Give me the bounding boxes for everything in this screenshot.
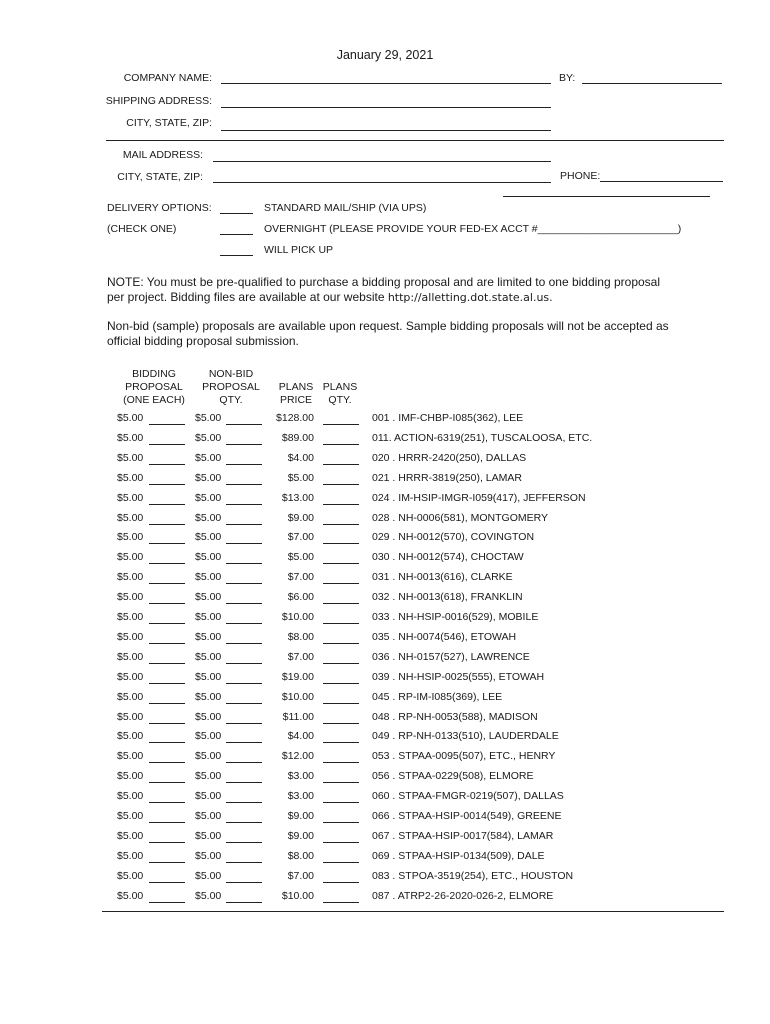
phone-divider bbox=[503, 196, 710, 197]
nonbid-note-line-1: Non-bid (sample) proposals are available upon request. Sample bidding proposals will not be accepted as bbox=[107, 319, 669, 333]
table-row bbox=[0, 551, 770, 567]
bidding-price: $5.00 bbox=[117, 671, 144, 683]
nonbid-qty-field[interactable] bbox=[226, 703, 262, 704]
bidding-qty-field[interactable] bbox=[149, 822, 185, 823]
project-name: 030 . NH-0012(574), CHOCTAW bbox=[372, 551, 524, 563]
bidding-qty-field[interactable] bbox=[149, 484, 185, 485]
project-name: 039 . NH-HSIP-0025(555), ETOWAH bbox=[372, 671, 545, 683]
nonbid-price: $5.00 bbox=[195, 870, 222, 882]
plans-price: $8.00 bbox=[287, 850, 314, 862]
project-name: 011. ACTION-6319(251), TUSCALOOSA, ETC. bbox=[372, 432, 593, 444]
project-name: 021 . HRRR-3819(250), LAMAR bbox=[372, 472, 522, 484]
nonbid-price: $5.00 bbox=[195, 611, 222, 623]
nonbid-qty-field[interactable] bbox=[226, 862, 262, 863]
plans-qty-field[interactable] bbox=[323, 882, 359, 883]
bidding-price: $5.00 bbox=[117, 830, 144, 842]
plans-price: $13.00 bbox=[281, 492, 314, 504]
bidding-qty-field[interactable] bbox=[149, 424, 185, 425]
bidding-header-line: BIDDING bbox=[132, 368, 176, 380]
plans-qty-header bbox=[318, 381, 362, 407]
table-row bbox=[0, 770, 770, 786]
bidding-price: $5.00 bbox=[117, 651, 144, 663]
nonbid-header-line: NON-BID bbox=[208, 368, 254, 380]
plans-price: $12.00 bbox=[281, 750, 314, 762]
table-row bbox=[0, 412, 770, 428]
city-state-zip-field[interactable] bbox=[221, 130, 551, 131]
project-name: 032 . NH-0013(618), FRANKLIN bbox=[372, 591, 523, 603]
nonbid-qty-field[interactable] bbox=[226, 563, 262, 564]
bidding-qty-field[interactable] bbox=[149, 543, 185, 544]
bidding-proposal-header bbox=[114, 368, 194, 407]
nonbid-qty-field[interactable] bbox=[226, 762, 262, 763]
bidding-qty-field[interactable] bbox=[149, 742, 185, 743]
plans-price: $8.00 bbox=[287, 631, 314, 643]
table-row bbox=[0, 870, 770, 886]
city-state-zip-label: CITY, STATE, ZIP: bbox=[126, 117, 212, 129]
plans-price: $128.00 bbox=[276, 412, 314, 424]
plans-qty-field[interactable] bbox=[323, 484, 359, 485]
phone-label: PHONE: bbox=[560, 170, 601, 182]
nonbid-price: $5.00 bbox=[195, 472, 222, 484]
nonbid-qty-field[interactable] bbox=[226, 822, 262, 823]
bidding-price: $5.00 bbox=[117, 412, 144, 424]
plans-price: $5.00 bbox=[287, 472, 314, 484]
nonbid-price: $5.00 bbox=[195, 770, 222, 782]
bidding-qty-field[interactable] bbox=[149, 583, 185, 584]
plans-qty-field[interactable] bbox=[323, 822, 359, 823]
plans-price: $10.00 bbox=[281, 890, 314, 902]
project-name: 036 . NH-0157(527), LAWRENCE bbox=[372, 651, 530, 663]
nonbid-price: $5.00 bbox=[195, 810, 222, 822]
delivery-options-label: DELIVERY OPTIONS: bbox=[107, 202, 212, 214]
nonbid-price: $5.00 bbox=[195, 651, 222, 663]
plans-price: $7.00 bbox=[287, 651, 314, 663]
plans-qty-field[interactable] bbox=[323, 524, 359, 525]
nonbid-qty-field[interactable] bbox=[226, 742, 262, 743]
bidding-qty-field[interactable] bbox=[149, 862, 185, 863]
nonbid-qty-field[interactable] bbox=[226, 782, 262, 783]
plans-qty-field[interactable] bbox=[323, 563, 359, 564]
nonbid-price: $5.00 bbox=[195, 671, 222, 683]
document-date: January 29, 2021 bbox=[336, 48, 434, 62]
table-row bbox=[0, 711, 770, 727]
bidding-price: $5.00 bbox=[117, 591, 144, 603]
mail-city-state-zip-field[interactable] bbox=[213, 182, 551, 183]
plans-price-header-line: PRICE bbox=[279, 394, 313, 406]
project-name: 087 . ATRP2-26-2020-026-2, ELMORE bbox=[372, 890, 554, 902]
plans-qty-field[interactable] bbox=[323, 862, 359, 863]
plans-qty-header-line: QTY. bbox=[328, 394, 352, 406]
plans-price: $9.00 bbox=[287, 512, 314, 524]
overnight-checkbox[interactable] bbox=[220, 234, 253, 235]
table-row bbox=[0, 890, 770, 906]
plans-qty-header-line: PLANS bbox=[322, 381, 358, 393]
bidding-header-line: (ONE EACH) bbox=[123, 394, 185, 406]
bottom-rule bbox=[102, 911, 724, 912]
plans-qty-field[interactable] bbox=[323, 782, 359, 783]
bidding-price: $5.00 bbox=[117, 810, 144, 822]
table-row bbox=[0, 611, 770, 627]
plans-qty-field[interactable] bbox=[323, 663, 359, 664]
plans-qty-field[interactable] bbox=[323, 742, 359, 743]
bidding-qty-field[interactable] bbox=[149, 683, 185, 684]
plans-qty-field[interactable] bbox=[323, 623, 359, 624]
nonbid-qty-field[interactable] bbox=[226, 464, 262, 465]
table-row bbox=[0, 432, 770, 448]
bidding-qty-field[interactable] bbox=[149, 603, 185, 604]
nonbid-note-line-2: official bidding proposal submission. bbox=[107, 334, 299, 348]
project-name: 083 . STPOA-3519(254), ETC., HOUSTON bbox=[372, 870, 574, 882]
nonbid-price: $5.00 bbox=[195, 790, 222, 802]
table-row bbox=[0, 750, 770, 766]
nonbid-price: $5.00 bbox=[195, 691, 222, 703]
nonbid-price: $5.00 bbox=[195, 531, 222, 543]
note-line-1: NOTE: You must be pre-qualified to purchase a bidding proposal and are limited to one bidding proposal bbox=[107, 275, 661, 289]
project-name: 001 . IMF-CHBP-I085(362), LEE bbox=[372, 412, 524, 424]
nonbid-qty-field[interactable] bbox=[226, 663, 262, 664]
will-pick-up-option: WILL PICK UP bbox=[264, 244, 334, 256]
plans-price: $10.00 bbox=[281, 611, 314, 623]
nonbid-qty-field[interactable] bbox=[226, 484, 262, 485]
plans-price: $9.00 bbox=[287, 810, 314, 822]
plans-qty-field[interactable] bbox=[323, 902, 359, 903]
bidding-qty-field[interactable] bbox=[149, 703, 185, 704]
bidding-qty-field[interactable] bbox=[149, 643, 185, 644]
plans-price: $3.00 bbox=[287, 770, 314, 782]
mail-address-field[interactable] bbox=[213, 161, 551, 162]
table-row bbox=[0, 631, 770, 647]
note-line-2-text: per project. Bidding files are available at our website bbox=[107, 290, 388, 304]
bidding-price: $5.00 bbox=[117, 571, 144, 583]
nonbid-proposal-header bbox=[194, 368, 268, 407]
by-label: BY: bbox=[559, 72, 576, 84]
table-row bbox=[0, 531, 770, 547]
nonbid-price: $5.00 bbox=[195, 452, 222, 464]
plans-qty-field[interactable] bbox=[323, 504, 359, 505]
plans-qty-field[interactable] bbox=[323, 762, 359, 763]
nonbid-price: $5.00 bbox=[195, 492, 222, 504]
project-name: 028 . NH-0006(581), MONTGOMERY bbox=[372, 512, 549, 524]
plans-price: $7.00 bbox=[287, 870, 314, 882]
will-pick-up-checkbox[interactable] bbox=[220, 255, 253, 256]
nonbid-qty-field[interactable] bbox=[226, 583, 262, 584]
table-row bbox=[0, 571, 770, 587]
bidding-header-line: PROPOSAL bbox=[125, 381, 183, 393]
project-name: 033 . NH-HSIP-0016(529), MOBILE bbox=[372, 611, 539, 623]
plans-price: $19.00 bbox=[281, 671, 314, 683]
bidding-price: $5.00 bbox=[117, 432, 144, 444]
bidding-qty-field[interactable] bbox=[149, 762, 185, 763]
plans-qty-field[interactable] bbox=[323, 842, 359, 843]
nonbid-price: $5.00 bbox=[195, 730, 222, 742]
nonbid-qty-field[interactable] bbox=[226, 902, 262, 903]
plans-qty-field[interactable] bbox=[323, 424, 359, 425]
nonbid-price: $5.00 bbox=[195, 591, 222, 603]
bidding-price: $5.00 bbox=[117, 770, 144, 782]
bidding-price: $5.00 bbox=[117, 790, 144, 802]
bidding-price: $5.00 bbox=[117, 452, 144, 464]
bidding-qty-field[interactable] bbox=[149, 524, 185, 525]
plans-price: $3.00 bbox=[287, 790, 314, 802]
section-divider bbox=[106, 140, 724, 141]
table-row bbox=[0, 691, 770, 707]
plans-qty-field[interactable] bbox=[323, 802, 359, 803]
bidding-price: $5.00 bbox=[117, 631, 144, 643]
plans-price: $5.00 bbox=[287, 551, 314, 563]
project-name: 031 . NH-0013(616), CLARKE bbox=[372, 571, 513, 583]
project-name: 048 . RP-NH-0053(588), MADISON bbox=[372, 711, 538, 723]
nonbid-qty-field[interactable] bbox=[226, 842, 262, 843]
nonbid-price: $5.00 bbox=[195, 830, 222, 842]
bidding-qty-field[interactable] bbox=[149, 464, 185, 465]
project-name: 067 . STPAA-HSIP-0017(584), LAMAR bbox=[372, 830, 554, 842]
nonbid-price: $5.00 bbox=[195, 432, 222, 444]
nonbid-price: $5.00 bbox=[195, 750, 222, 762]
plans-price: $4.00 bbox=[287, 730, 314, 742]
plans-qty-field[interactable] bbox=[323, 723, 359, 724]
project-name: 029 . NH-0012(570), COVINGTON bbox=[372, 531, 535, 543]
nonbid-qty-field[interactable] bbox=[226, 424, 262, 425]
bidding-qty-field[interactable] bbox=[149, 902, 185, 903]
plans-qty-field[interactable] bbox=[323, 643, 359, 644]
plans-price: $7.00 bbox=[287, 571, 314, 583]
plans-price: $4.00 bbox=[287, 452, 314, 464]
nonbid-price: $5.00 bbox=[195, 551, 222, 563]
table-row bbox=[0, 492, 770, 508]
bidding-price: $5.00 bbox=[117, 890, 144, 902]
bidding-qty-field[interactable] bbox=[149, 802, 185, 803]
project-name: 049 . RP-NH-0133(510), LAUDERDALE bbox=[372, 730, 559, 742]
mail-city-state-zip-label: CITY, STATE, ZIP: bbox=[117, 171, 203, 183]
plans-price: $11.00 bbox=[282, 711, 314, 723]
bidding-price: $5.00 bbox=[117, 472, 144, 484]
note-line-2 bbox=[107, 290, 553, 305]
table-row bbox=[0, 472, 770, 488]
plans-price: $89.00 bbox=[281, 432, 314, 444]
nonbid-price: $5.00 bbox=[195, 890, 222, 902]
nonbid-qty-field[interactable] bbox=[226, 882, 262, 883]
plans-qty-field[interactable] bbox=[323, 603, 359, 604]
plans-qty-field[interactable] bbox=[323, 543, 359, 544]
project-name: 066 . STPAA-HSIP-0014(549), GREENE bbox=[372, 810, 562, 822]
table-row bbox=[0, 671, 770, 687]
project-name: 056 . STPAA-0229(508), ELMORE bbox=[372, 770, 534, 782]
plans-qty-field[interactable] bbox=[323, 444, 359, 445]
nonbid-qty-field[interactable] bbox=[226, 524, 262, 525]
project-name: 053 . STPAA-0095(507), ETC., HENRY bbox=[372, 750, 556, 762]
plans-qty-field[interactable] bbox=[323, 583, 359, 584]
plans-price: $7.00 bbox=[287, 531, 314, 543]
table-row bbox=[0, 730, 770, 746]
nonbid-header-line: QTY. bbox=[219, 394, 243, 406]
nonbid-qty-field[interactable] bbox=[226, 504, 262, 505]
project-name: 024 . IM-HSIP-IMGR-I059(417), JEFFERSON bbox=[372, 492, 586, 504]
nonbid-qty-field[interactable] bbox=[226, 444, 262, 445]
check-one-label: (CHECK ONE) bbox=[107, 223, 177, 235]
bidding-price: $5.00 bbox=[117, 730, 144, 742]
bidding-qty-field[interactable] bbox=[149, 563, 185, 564]
nonbid-qty-field[interactable] bbox=[226, 543, 262, 544]
shipping-address-field[interactable] bbox=[221, 107, 551, 108]
project-name: 020 . HRRR-2420(250), DALLAS bbox=[372, 452, 527, 464]
bidding-qty-field[interactable] bbox=[149, 663, 185, 664]
table-row bbox=[0, 591, 770, 607]
shipping-address-label: SHIPPING ADDRESS: bbox=[105, 95, 212, 107]
project-name: 060 . STPAA-FMGR-0219(507), DALLAS bbox=[372, 790, 564, 802]
project-name: 069 . STPAA-HSIP-0134(509), DALE bbox=[372, 850, 545, 862]
bidding-price: $5.00 bbox=[117, 870, 144, 882]
overnight-option: OVERNIGHT (PLEASE PROVIDE YOUR FED-EX ACCT #________________________) bbox=[264, 223, 682, 235]
nonbid-qty-field[interactable] bbox=[226, 643, 262, 644]
nonbid-qty-field[interactable] bbox=[226, 603, 262, 604]
plans-qty-field[interactable] bbox=[323, 464, 359, 465]
nonbid-price: $5.00 bbox=[195, 571, 222, 583]
plans-price-header bbox=[272, 381, 320, 407]
bidding-price: $5.00 bbox=[117, 691, 144, 703]
nonbid-price: $5.00 bbox=[195, 412, 222, 424]
standard-mail-checkbox[interactable] bbox=[220, 213, 253, 214]
plans-price-header-line: PLANS bbox=[278, 381, 314, 393]
bidding-qty-field[interactable] bbox=[149, 882, 185, 883]
bidding-qty-field[interactable] bbox=[149, 623, 185, 624]
table-row bbox=[0, 651, 770, 667]
mail-address-label: MAIL ADDRESS: bbox=[122, 149, 203, 161]
nonbid-qty-field[interactable] bbox=[226, 802, 262, 803]
website-link[interactable]: http://alletting.dot.state.al.us. bbox=[387, 291, 553, 304]
bidding-price: $5.00 bbox=[117, 531, 144, 543]
project-name: 045 . RP-IM-I085(369), LEE bbox=[372, 691, 503, 703]
phone-field[interactable] bbox=[600, 181, 723, 182]
nonbid-price: $5.00 bbox=[195, 631, 222, 643]
bidding-price: $5.00 bbox=[117, 750, 144, 762]
nonbid-price: $5.00 bbox=[195, 850, 222, 862]
bidding-price: $5.00 bbox=[117, 492, 144, 504]
nonbid-price: $5.00 bbox=[195, 711, 222, 723]
bidding-price: $5.00 bbox=[117, 711, 144, 723]
bidding-qty-field[interactable] bbox=[149, 504, 185, 505]
table-row bbox=[0, 850, 770, 866]
bidding-qty-field[interactable] bbox=[149, 444, 185, 445]
table-row bbox=[0, 512, 770, 528]
plans-price: $9.00 bbox=[287, 830, 314, 842]
bidding-price: $5.00 bbox=[117, 611, 144, 623]
nonbid-qty-field[interactable] bbox=[226, 723, 262, 724]
table-row bbox=[0, 810, 770, 826]
table-row bbox=[0, 452, 770, 468]
nonbid-qty-field[interactable] bbox=[226, 623, 262, 624]
bidding-price: $5.00 bbox=[117, 512, 144, 524]
bidding-qty-field[interactable] bbox=[149, 842, 185, 843]
bidding-price: $5.00 bbox=[117, 850, 144, 862]
bidding-price: $5.00 bbox=[117, 551, 144, 563]
nonbid-price: $5.00 bbox=[195, 512, 222, 524]
plans-price: $6.00 bbox=[287, 591, 314, 603]
bidding-qty-field[interactable] bbox=[149, 723, 185, 724]
nonbid-header-line: PROPOSAL bbox=[202, 381, 260, 393]
plans-price: $10.00 bbox=[281, 691, 314, 703]
plans-qty-field[interactable] bbox=[323, 683, 359, 684]
plans-qty-field[interactable] bbox=[323, 703, 359, 704]
by-field[interactable] bbox=[582, 83, 722, 84]
nonbid-qty-field[interactable] bbox=[226, 683, 262, 684]
table-row bbox=[0, 790, 770, 806]
company-name-label: COMPANY NAME: bbox=[123, 72, 212, 84]
standard-mail-option: STANDARD MAIL/SHIP (VIA UPS) bbox=[264, 202, 427, 214]
table-row bbox=[0, 830, 770, 846]
project-name: 035 . NH-0074(546), ETOWAH bbox=[372, 631, 517, 643]
company-name-field[interactable] bbox=[221, 83, 551, 84]
bidding-qty-field[interactable] bbox=[149, 782, 185, 783]
